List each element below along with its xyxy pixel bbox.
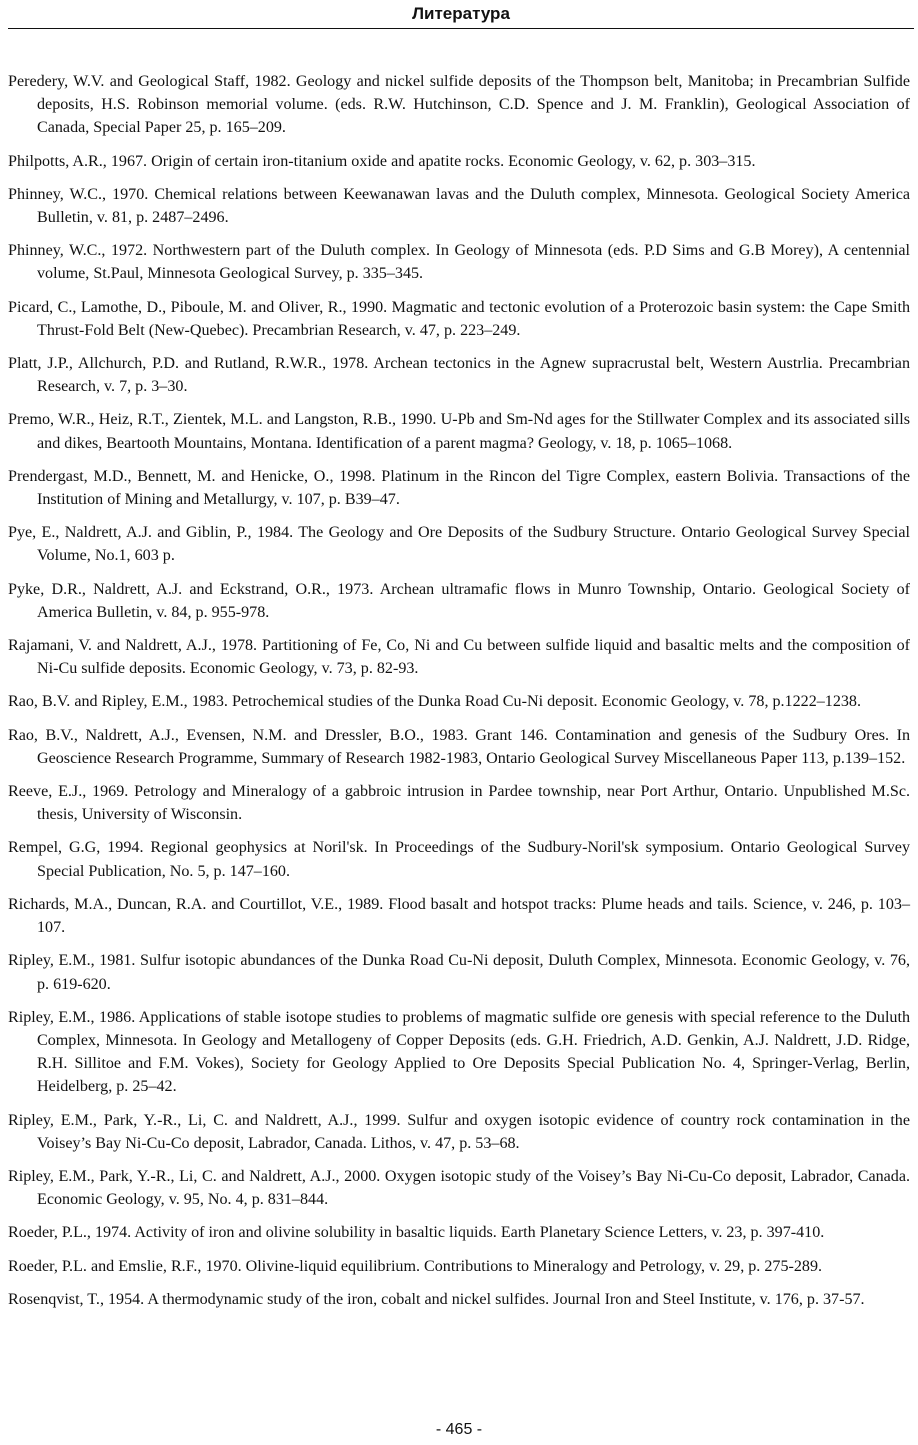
page-number: - 465 - — [435, 1421, 483, 1438]
running-header: Литература — [412, 4, 510, 23]
reference-item: Philpotts, A.R., 1967. Origin of certain iron-titanium oxide and apatite rocks. Economic Geology, v. 62, p. 303–315. — [8, 152, 756, 170]
reference-item: Prendergast, M.D., Bennett, M. and Henicke, O., 1998. Platinum in the Rincon del Tigre Complex, eastern Bolivia. Transactions of the Institution of Mining and Metallurgy, v. 107, p. B39–47. — [8, 467, 910, 509]
reference-item: Phinney, W.C., 1970. Chemical relations between Keewanawan lavas and the Duluth complex, Minnesota. Geological Society America Bulletin, v. 81, p. 2487–2496. — [8, 185, 910, 227]
reference-item: Pyke, D.R., Naldrett, A.J. and Eckstrand, O.R., 1973. Archean ultramafic flows in Munro Township, Ontario. Geological Society of America Bulletin, v. 84, p. 955-978. — [8, 580, 910, 621]
reference-item: Richards, M.A., Duncan, R.A. and Courtillot, V.E., 1989. Flood basalt and hotspot tracks: Plume heads and tails. Science, v. 246, p. 103–107. — [8, 895, 910, 937]
reference-item: Picard, C., Lamothe, D., Piboule, M. and Oliver, R., 1990. Magmatic and tectonic evolution of a Proterozoic basin system: the Cape Smith Thrust-Fold Belt (New-Quebec). Precambrian Research, v. 47, p. 223–249. — [8, 298, 910, 339]
reference-item: Rao, B.V. and Ripley, E.M., 1983. Petrochemical studies of the Dunka Road Cu-Ni deposit. Economic Geology, v. 78, p.1222–1238. — [8, 693, 862, 711]
reference-item: Pye, E., Naldrett, A.J. and Giblin, P., 1984. The Geology and Ore Deposits of the Sudbury Structure. Ontario Geological Survey Special Volume, No.1, 603 p. — [8, 524, 910, 565]
reference-item: Ripley, E.M., Park, Y.-R., Li, C. and Naldrett, A.J., 1999. Sulfur and oxygen isotopic evidence of country rock contamination in the Voisey’s Bay Ni-Cu-Co deposit, Labrador, Canada. Lithos, v. 47, p. 53–68. — [8, 1111, 910, 1152]
header-rule — [8, 28, 914, 29]
reference-item: Rao, B.V., Naldrett, A.J., Evensen, N.M. and Dressler, B.O., 1983. Grant 146. Contamination and genesis of the Sudbury Ores. In Geoscience Research Programme, Summary of Research 1982-1983, Ontario Geological Survey Miscellaneous Paper 113, p.139–152. — [8, 726, 910, 767]
reference-item: Rempel, G.G, 1994. Regional geophysics at Noril'sk. In Proceedings of the Sudbury-Noril'sk symposium. Ontario Geological Survey Special Publication, No. 5, p. 147–160. — [8, 839, 910, 880]
reference-item: Roeder, P.L. and Emslie, R.F., 1970. Olivine-liquid equilibrium. Contributions to Mineralogy and Petrology, v. 29, p. 275-289. — [8, 1257, 823, 1275]
reference-item: Rajamani, V. and Naldrett, A.J., 1978. Partitioning of Fe, Co, Ni and Cu between sulfide liquid and basaltic melts and the composition of Ni-Cu sulfide deposits. Economic Geology, v. 73, p. 82-93. — [8, 637, 910, 678]
reference-item: Rosenqvist, T., 1954. A thermodynamic study of the iron, cobalt and nickel sulfides. Journal Iron and Steel Institute, v. 176, p. 37-57. — [8, 1290, 865, 1308]
reference-item: Reeve, E.J., 1969. Petrology and Mineralogy of a gabbroic intrusion in Pardee township, near Port Arthur, Ontario. Unpublished M.Sc. thesis, University of Wisconsin. — [8, 783, 910, 824]
reference-item: Ripley, E.M., 1986. Applications of stable isotope studies to problems of magmatic sulfide ore genesis with special reference to the Duluth Complex, Minnesota. In Geology and Metallogeny of Copper Deposits (eds. G.H. Friedrich, A.D. Genkin, A.J. Naldrett, J.D. Ridge, R.H. Sillitoe and F.M. Vokes), Society for Geology Applied to Ore Deposits Special Publication No. 4, Springer-Verlag, Berlin, Heidelberg, p. 25–42. — [8, 1008, 910, 1096]
reference-item: Platt, J.P., Allchurch, P.D. and Rutland, R.W.R., 1978. Archean tectonics in the Agnew supracrustal belt, Western Austrlia. Precambrian Research, v. 7, p. 3–30. — [8, 355, 910, 396]
reference-item: Roeder, P.L., 1974. Activity of iron and olivine solubility in basaltic liquids. Earth Planetary Science Letters, v. 23, p. 397-410. — [8, 1224, 825, 1242]
reference-item: Peredery, W.V. and Geological Staff, 1982. Geology and nickel sulfide deposits of the Thompson belt, Manitoba; in Precambrian Sulfide deposits, H.S. Robinson memorial volume. (eds. R.W. Hutchinson, C.D. Spence and J. M. Franklin), Geological Association of Canada, Special Paper 25, p. 165–209. — [8, 73, 910, 137]
reference-item: Ripley, E.M., 1981. Sulfur isotopic abundances of the Dunka Road Cu-Ni deposit, Duluth Complex, Minnesota. Economic Geology, v. 76, p. 619-620. — [8, 952, 910, 993]
reference-item: Ripley, E.M., Park, Y.-R., Li, C. and Naldrett, A.J., 2000. Oxygen isotopic study of the Voisey’s Bay Ni-Cu-Co deposit, Labrador, Canada. Economic Geology, v. 95, No. 4, p. 831–844. — [8, 1167, 910, 1209]
reference-list — [8, 70, 910, 1321]
reference-item: Phinney, W.C., 1972. Northwestern part of the Duluth complex. In Geology of Minnesota (eds. P.D Sims and G.B Morey), A centennial volume, St.Paul, Minnesota Geological Survey, p. 335–345. — [8, 242, 910, 283]
reference-item: Premo, W.R., Heiz, R.T., Zientek, M.L. and Langston, R.B., 1990. U-Pb and Sm-Nd ages for the Stillwater Complex and its associated sills and dikes, Beartooth Mountains, Montana. Identification of a parent magma? Geology, v. 18, p. 1065–1068. — [8, 411, 910, 452]
